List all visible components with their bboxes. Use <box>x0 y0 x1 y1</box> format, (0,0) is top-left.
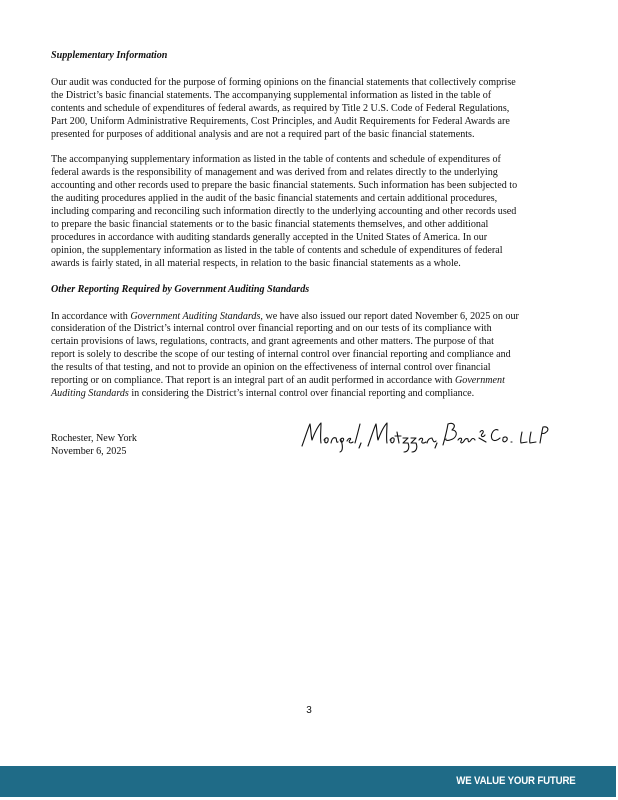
text-line: to prepare the basic financial statements or to the basic financial statements themselves, and other additional <box>51 218 489 230</box>
text-line: consideration of the District’s internal control over financial reporting and on our tests of its compliance with <box>51 323 492 335</box>
text-line: the District’s basic financial statements. The accompanying supplemental information as listed in the table of <box>51 89 492 101</box>
text-line: report is solely to describe the scope of our testing of internal control over financial reporting and compliance and <box>51 349 511 361</box>
text-line: procedures in accordance with auditing standards generally accepted in the United States of America. In our <box>51 231 488 243</box>
report-date: November 6, 2025 <box>51 445 127 457</box>
italic-standard-title: Auditing Standards <box>51 387 129 399</box>
text-segment: reporting or on compliance. That report is an integral part of an audit performed in accordance with <box>51 375 455 387</box>
text-line: opinion, the supplementary information as listed in the table of contents and schedule of expenditures of federal <box>51 244 503 256</box>
italic-standard-title: Government Auditing Standards <box>130 310 261 322</box>
firm-signature-icon <box>300 418 560 454</box>
section-heading-supplementary-information: Supplementary Information <box>51 50 168 61</box>
text-line: Part 200, Uniform Administrative Requirements, Cost Principles, and Audit Requirements for Federal Awards are <box>51 115 510 127</box>
report-body <box>51 50 591 414</box>
text-line <box>51 375 591 388</box>
report-location: Rochester, New York <box>51 433 137 444</box>
text-line: the auditing procedures applied in the audit of the basic financial statements and certain additional procedures, <box>51 193 498 205</box>
text-segment: , we have also issued our report dated November 6, 2025 on our <box>260 310 519 322</box>
footer-banner <box>0 766 616 797</box>
paragraph-other-reporting <box>51 311 591 401</box>
footer-tagline: WE VALUE YOUR FUTURE <box>456 775 576 787</box>
text-line: awards is fairly stated, in all material respects, in relation to the basic financial statements as a whole. <box>51 257 461 269</box>
text-line <box>51 388 591 401</box>
text-line: Our audit was conducted for the purpose of forming opinions on the financial statements that collectively comprise <box>51 76 516 88</box>
text-line <box>51 311 591 324</box>
section-heading-other-reporting: Other Reporting Required by Government Auditing Standards <box>51 283 310 295</box>
text-line: The accompanying supplementary information as listed in the table of contents and schedule of expenditures of <box>51 154 501 166</box>
text-line: certain provisions of laws, regulations, contracts, and grant agreements and other matters. The purpose of that <box>51 336 494 348</box>
text-line: presented for purposes of additional analysis and are not a required part of the basic financial statements. <box>51 128 475 140</box>
text-line: federal awards is the responsibility of management and was derived from and relates directly to the underlying <box>51 167 498 179</box>
text-line: contents and schedule of expenditures of federal awards, as required by Title 2 U.S. Code of Federal Regulations, <box>51 102 510 114</box>
location-date-block <box>51 433 137 458</box>
text-segment: in considering the District’s internal control over financial reporting and compliance. <box>128 387 475 399</box>
text-segment: In accordance with <box>51 310 131 322</box>
text-line: the results of that testing, and not to provide an opinion on the effectiveness of internal control over financial <box>51 362 491 374</box>
page-number: 3 <box>306 705 312 716</box>
paragraph-supplementary-opinion <box>51 154 591 270</box>
paragraph-supplementary-purpose <box>51 77 591 142</box>
italic-standard-title: Government <box>454 375 505 387</box>
text-line: accounting and other records used to prepare the basic financial statements. Such information has been subjected to <box>51 180 518 192</box>
text-line: including comparing and reconciling such information directly to the underlying accounting and other records used <box>51 206 517 218</box>
